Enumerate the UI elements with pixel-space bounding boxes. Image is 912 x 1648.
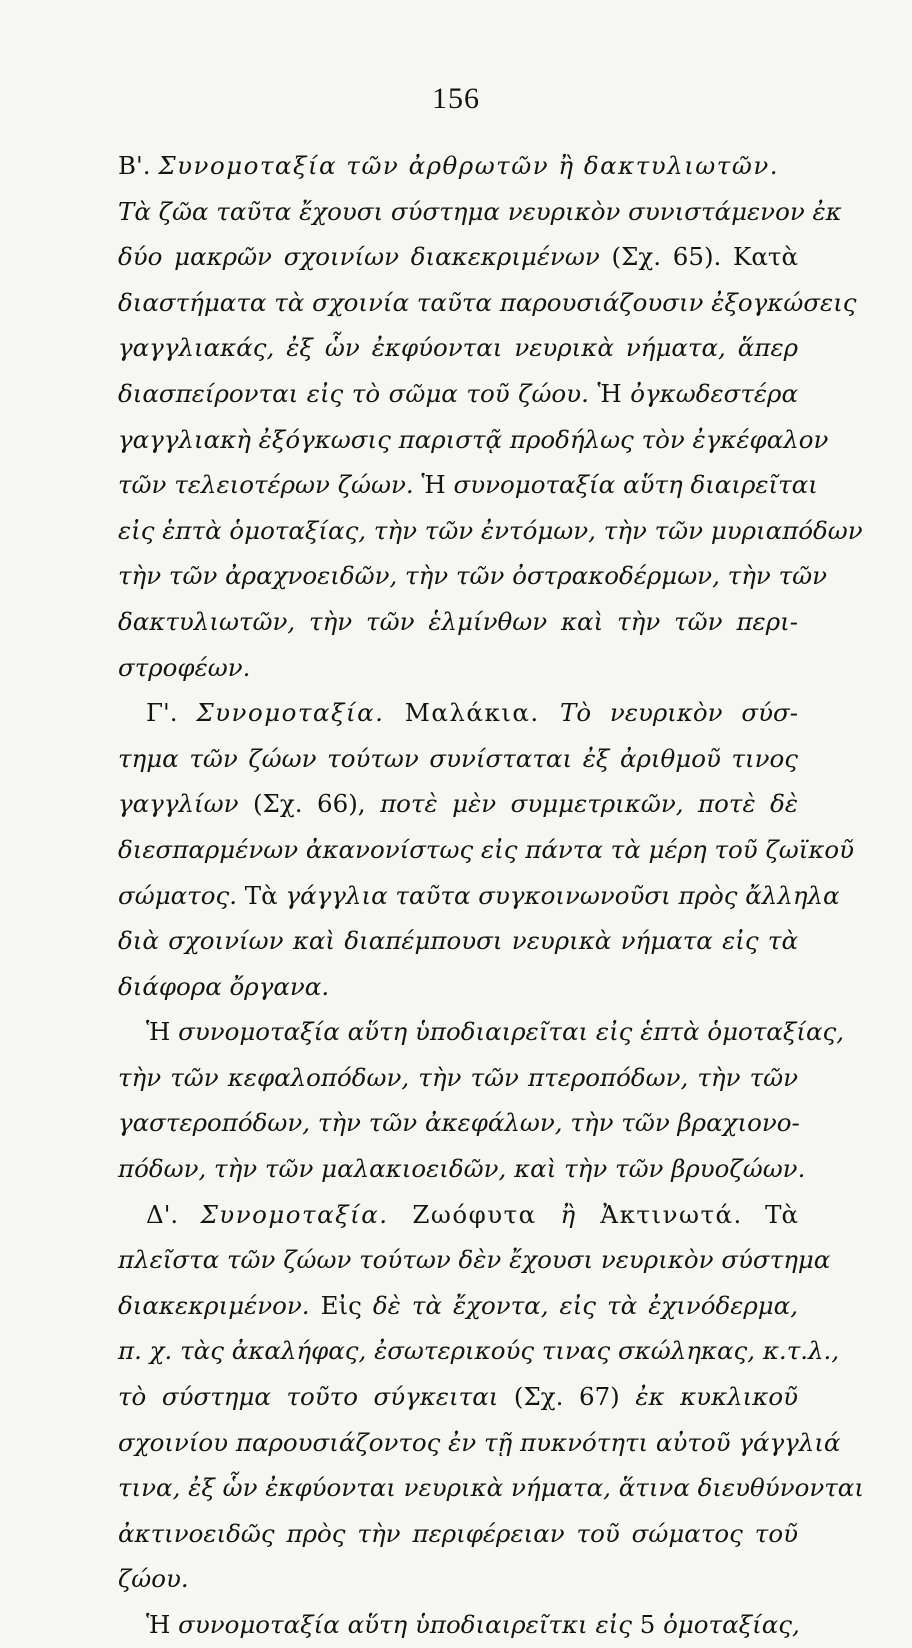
text-span: Συνομοταξία τῶν ἀρθρωτῶν ἢ δακτυλιωτῶν. bbox=[158, 151, 780, 180]
text-span: τῶν τελειοτέρων ζώων. bbox=[118, 470, 422, 500]
text-span: ζώου. bbox=[118, 1564, 189, 1594]
text-span: γάγγλια ταῦτα συγκοινωνοῦσι πρὸς ἄλληλα bbox=[277, 880, 840, 910]
text-span: διὰ σχοινίων καὶ διαπέμπουσι νευρικὰ νήματα εἰς τὰ bbox=[118, 926, 798, 956]
text-span: (Σχ. 66), bbox=[253, 789, 366, 819]
text-span: τημα τῶν ζώων τούτων συνίσταται ἐξ ἀριθμοῦ τινος bbox=[118, 743, 798, 773]
text-span: δακτυλιωτῶν, τὴν τῶν ἑλμίνθων καὶ τὴν τῶν περι- bbox=[118, 606, 798, 636]
text-span: Τὰ ζῶα ταῦτα ἔχουσι σύστημα νευρικὸν συνιστάμενον ἐκ bbox=[118, 196, 842, 226]
text-span: Μαλάκια. bbox=[404, 698, 561, 728]
text-span: διασπείρονται εἰς τὸ σῶμα τοῦ ζώου. bbox=[118, 378, 598, 408]
text-span: (Σχ. 67) bbox=[513, 1382, 620, 1412]
text-span: ὁμοταξίας, bbox=[655, 1610, 800, 1639]
text-span: τινα, ἐξ ὧν ἐκφύονται νευρικὰ νήματα, ἅτινα διευθύνονται bbox=[118, 1473, 864, 1503]
text-line bbox=[118, 417, 829, 463]
text-span: π. χ. τὰς ἀκαλήφας, ἐσωτερικούς τινας σκώληκας, κ.τ.λ., bbox=[118, 1336, 840, 1366]
text-span: πλεῖστα τῶν ζώων τούτων δὲν ἔχουσι νευρικὸν σύστημα bbox=[118, 1245, 831, 1275]
text-line bbox=[118, 1374, 798, 1420]
text-span: εἰς ἑπτὰ ὁμοταξίας, τὴν τῶν ἐντόμων, τὴν τῶν μυριαπόδων bbox=[118, 515, 863, 545]
text-span: Ἡ bbox=[421, 470, 446, 500]
text-span: διεσπαρμένων ἀκανονίστως εἰς πάντα τὰ μέρη τοῦ ζωϊκοῦ bbox=[118, 834, 855, 864]
text-line bbox=[118, 1602, 798, 1648]
text-span: τὸ σύστημα τοῦτο σύγκειται bbox=[118, 1382, 514, 1412]
text-span: Τὸ νευρικὸν σύσ- bbox=[560, 698, 799, 728]
text-span: διαστήματα τὰ σχοινία ταῦτα παρουσιάζουσιν ἐξογκώσεις bbox=[118, 287, 857, 317]
text-line bbox=[118, 1328, 840, 1374]
text-span: γαγγλιακὴ ἐξόγκωσις παριστᾷ προδήλως τὸν ἐγκέφαλον bbox=[118, 424, 829, 454]
text-span: πόδων, τὴν τῶν μαλακιοειδῶν, καὶ τὴν τῶν βρυοζώων. bbox=[118, 1154, 806, 1184]
text-line bbox=[118, 645, 798, 691]
text-span: συνομοταξία αὕτη ὑποδιαιρεῖτκι εἰς bbox=[170, 1610, 640, 1639]
text-line bbox=[118, 1237, 831, 1283]
text-line bbox=[118, 1055, 798, 1101]
page-number: 156 bbox=[432, 82, 480, 115]
text-line bbox=[118, 873, 840, 919]
text-span: Συνομοταξία. bbox=[196, 698, 405, 728]
text-span: συνομοταξία αὕτη διαιρεῖται bbox=[445, 470, 818, 500]
text-line bbox=[118, 1146, 806, 1192]
text-span: δύο μακρῶν σχοινίων διακεκριμένων bbox=[118, 242, 612, 272]
text-line bbox=[118, 280, 857, 326]
text-line bbox=[118, 1556, 798, 1602]
text-line bbox=[118, 234, 798, 280]
text-line bbox=[118, 827, 855, 873]
text-span: Συνομοταξία. bbox=[200, 1199, 413, 1229]
text-span: ἐκ κυκλικοῦ bbox=[619, 1382, 798, 1412]
text-span: 5 bbox=[639, 1610, 656, 1639]
text-span: ποτὲ μὲν συμμετρικῶν, ποτὲ δὲ bbox=[365, 789, 798, 819]
text-span: διάφορα ὄργανα. bbox=[118, 971, 330, 1001]
text-span: Ζωόφυτα bbox=[412, 1199, 561, 1229]
text-span: σχοινίου παρουσιάζοντος ἐν τῇ πυκνότητι αὐτοῦ γάγγλιά bbox=[118, 1427, 841, 1457]
text-line bbox=[118, 736, 798, 782]
text-span: ἢ bbox=[560, 1199, 577, 1229]
text-line bbox=[118, 1192, 798, 1238]
body-text bbox=[118, 143, 864, 1648]
text-line bbox=[118, 1420, 841, 1466]
text-span: συνομοταξία αὕτη ὑποδιαιρεῖται εἰς ἑπτὰ ὁμοταξίας, bbox=[170, 1017, 845, 1047]
text-span: τὴν τῶν κεφαλοπόδων, τὴν τῶν πτεροπόδων, τὴν τῶν bbox=[118, 1062, 798, 1092]
text-span: Δ'. bbox=[146, 1199, 201, 1229]
text-line bbox=[118, 690, 798, 736]
text-span: γαγγλιακάς, ἐξ ὧν ἐκφύονται νευρικὰ νήματα, ἅπερ bbox=[118, 333, 798, 363]
text-span: Γ'. bbox=[146, 698, 197, 728]
text-span: στροφέων. bbox=[118, 652, 251, 682]
text-span: σώματος. bbox=[118, 880, 245, 910]
text-span: τὴν τῶν ἀραχνοειδῶν, τὴν τῶν ὀστρακοδέρμων, τὴν τῶν bbox=[118, 561, 827, 591]
text-span: Ἡ bbox=[597, 378, 622, 408]
text-span: (Σχ. 65). Κατὰ bbox=[611, 242, 798, 272]
text-line bbox=[118, 1283, 798, 1329]
text-line bbox=[118, 462, 818, 508]
text-line bbox=[118, 553, 827, 599]
text-line bbox=[118, 918, 798, 964]
text-span: Ἡ bbox=[146, 1017, 171, 1047]
text-line bbox=[118, 1100, 798, 1146]
text-span: Ἀκτινωτά. bbox=[576, 1199, 743, 1229]
text-span: γαστεροπόδων, τὴν τῶν ἀκεφάλων, τὴν τῶν βραχιονο- bbox=[118, 1108, 800, 1138]
text-line bbox=[118, 508, 863, 554]
text-line bbox=[118, 371, 798, 417]
text-span: Τὰ bbox=[742, 1199, 798, 1229]
text-line bbox=[118, 325, 798, 371]
text-span: διακεκριμένον. bbox=[118, 1290, 321, 1320]
text-line bbox=[118, 1511, 798, 1557]
text-line bbox=[118, 189, 842, 235]
text-span: Ἡ bbox=[146, 1610, 171, 1639]
text-line bbox=[118, 143, 798, 189]
text-span: δὲ τὰ ἔχοντα, εἰς τὰ ἐχινόδερμα, bbox=[361, 1290, 799, 1320]
text-line bbox=[118, 1465, 864, 1511]
text-span: ἀκτινοειδῶς πρὸς τὴν περιφέρειαν τοῦ σώματος τοῦ bbox=[118, 1518, 798, 1548]
text-span: γαγγλίων bbox=[118, 789, 253, 819]
text-line bbox=[118, 964, 798, 1010]
text-line bbox=[118, 1009, 845, 1055]
text-span: Β'. bbox=[118, 151, 159, 180]
text-line bbox=[118, 781, 798, 827]
text-span: ὀγκωδεστέρα bbox=[621, 378, 799, 408]
text-line bbox=[118, 599, 798, 645]
text-span: Τὰ bbox=[244, 880, 278, 910]
text-span: Εἰς bbox=[320, 1290, 362, 1320]
